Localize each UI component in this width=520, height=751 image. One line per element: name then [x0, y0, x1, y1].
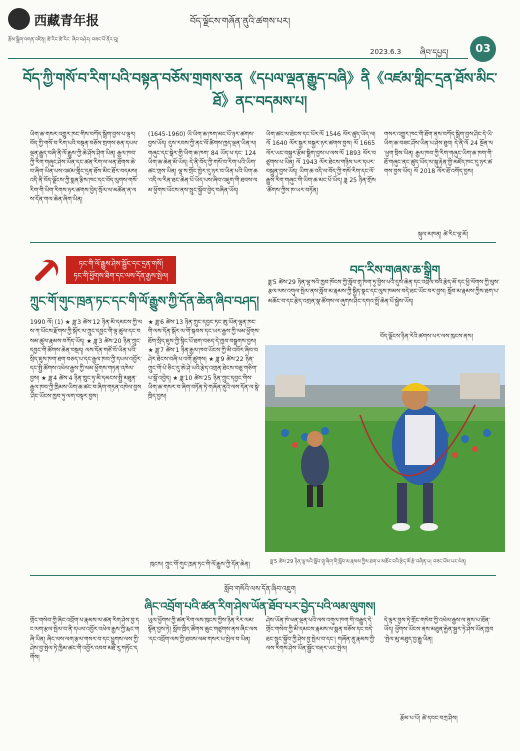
- lead-column-4: གསར་འགྱུར་ཁང་གི་ཐོག་ནས་བཀོད་སྒྲིག་བྱས་ཤིང་དེ་ཡི་ཡིག་ཆ་བཟང་ཤོས་ཡིན་པ་ཤེས་ཐུབ། དེ་ནི་ལོ 24 སྔོན་ལ་ཕྱག་བྲིས་ཡིན། རྒྱལ་ཁབ་ཀྱི་རིག་གཞུང་ཡིག་ཆ་ཁག་གི་ཐོ་གཞུང་ནང་ཚུད་ཡོད་ལ་སྐུ་རྟེན་གྱི་མཛོད་ཁང་དུ་ཉར་ཚགས་བྱས་ཡོད། ལོ 2018 ལོར་ཐོ་འགོད་བྱས།: [384, 131, 493, 176]
- lead-column-2: (1645-1960) ཡི་ཡིག་ཆ་ཁག་མང་པོ་ཉར་ཚགས་བྱས་ཡོད། དུས་རབས་ཀྱི་ནང་ལོ་ཚིགས་ཁྱད་ལྡན་ཡིན་ལ། གཞུང་དང་སྒེར་གྱི་ཡིག་ཆ་ཁག་ 84 ཡོད་པ་དང་ 124 ཡིག་ཆ་ཆེན་མོ་ཡོད། དེ་ནི་བོད་ཀྱི་གསོ་བ་རིག་པའི་ཡིག་ཚང་གྲས་ཡིན། ལྷ་ས་གྲོང་ཁྱེར་དུ་ཉར་བ་ཡིན་པའི་ཡིག་ཆ་འདི་ལ་རིན་ཐང་ཆེན་པོ་ཡོད་པས་ཞིབ་འཇུག་གི་ཐབས་ལམ་ཕྱོགས་ཡོངས་ནས་སྲུང་སྐྱོབ་བྱེད་བཞིན་ཡོད།: [148, 131, 258, 194]
- section-divider: [30, 242, 496, 243]
- lead-column-1: ཡིག་ཆ་གསར་འགྱུར་ཁང་གིས་བཀོད་སྒྲིག་བྱས་པ་ལྟར། བོད་ཀྱི་གསོ་བ་རིག་པའི་བསྟན་བཅོས་གྲགས་ཅན་དཔལ་ལྡན་རྒྱུད་བཞི་ནི་ལོ་རྒྱུས་ཀྱི་ཆེ་ཤོས་ཤིག་ཡིན། རྒྱལ་ཁབ་ཀྱི་རིག་གཞུང་ཤེས་ཡོན་དང་ཚན་རིག་ལ་ཕན་ཐོགས་ཆེ་བ་ཞིག་ཡིན་པས་འཛམ་གླིང་དྲན་ཐོས་མིང་ཐོར་བདམས། འདི་ནི་བོད་ལྗོངས་ཀྱི་སྨན་རྩིས་ཁང་དང་བོད་ལུགས་གསོ་རིག་གི་ཡིག་རིགས་ཉར་ཚགས་བྱེད་སྲོལ་ལ་མཚོན་ན་ལས་དོན་གལ་ཆེན་ཞིག་ཡིན།: [30, 131, 139, 204]
- school-body: ཟླ་5 ཚེས་29 ཉིན་ལྷ་སའི་ཁྱབ་ཁོངས་ཀྱི་སློབ་གྲྭ་ཁག་ཏུ་བྱིས་པའི་དུས་ཆེན་དང་འབྲེལ་བའི་རྩེད་མོ་དང་ཕྱི་ལོགས་ཀྱི་ལུས་རྩལ་ལས་འགུལ་སྤེལ་ནས་སློབ་མ་རྣམས་ཀྱི་སྐྱིད་སྣང་དང་ལུས་ཁམས་བདེ་ཐང་ཡོང་བར་བྱས། སློབ་མ་རྣམས་ཀྱིས་ཐག་པ་མཆོང་བ་དང་རྩེད་འགྲན་སྣ་ཚོགས་ལ་ཞུགས་ཤིང་དགའ་སྤྲོ་ཆེན་པོ་སྐྱེས་ཡོད།: [268, 279, 500, 305]
- banner-line-2: ཏང་གི་ཕྱོགས་ཐིག་དང་ལས་དོན་རྒྱས་སྤེལ།: [73, 272, 169, 280]
- lead-column-3: ཡིག་ཚང་ལ་ཐེངས་དང་པོར་ལོ 1546 ལོར་ཚུད་ཡོད་ལ། ལོ 1640 ལོར་སྐྱར་བསྐྱར་ཉར་ཚགས་བྱས། ལོ 1665 ལོར་ཡང་བསྐྱར་རྩོམ་སྒྲིག་བྱས་པ་ལས་ལོ 1893 ལོར་བཙུགས་པ་ཡིན། ལོ 1943 ལོར་ཐེངས་གཉིས་པར་དཔར་བསྐྲུན་བྱས་ཡོད། ཡིག་ཆ་འདི་ལ་བོད་ཀྱི་གསོ་རིག་དང་ལོ་རྒྱུས་རིག་གཞུང་གི་ཡིག་ཆ་མང་པོ་ཡོད། ཟླ 25 ཉིན་གྲོས་ཚོགས་ཀྱིས་ཁ་ཡར་བཏོན།: [266, 131, 376, 194]
- history-column-2: ★ ཟླ་6 ཚེས་13 ཉིན་ཀྲུང་དབྱང་ཏང་ཨུ་ཡོན་ལྷན་ཁང་གི་ལས་དོན་སྐོར་ལ་གོ་སྐབས་དང་ཡར་རྒྱས་ཀྱི་ལམ་ཕྱོགས་ཐོག་སྲིད་ཇུས་ཀྱི་སྙིང་པོ་ཐག་བཅད་དེ་ཁྱབ་བསྒྲགས་བྱས། ★ ཟླ་7 ཚེས་1 ཉིན་རྒྱལ་ཁབ་ཡོངས་ཀྱི་མི་འབོར་ཞིབ་བཤེར་ཐེངས་བཞི་པ་འགོ་ཚུགས། ★ ཟླ་9 ཚེས་22 ཉིན་ཀྲུང་གོ་པེ་ཅིང་དུ་ཨེ་ཤེ་ཡའི་རྩེད་འགྲན་ཐེངས་བཅུ་གཅིག་པ་སྒོ་འབྱེད། ★ ཟླ་10 ཚེས་25 ཉིན་ཀྲུང་དབྱང་གིས་ཡིག་ཆ་གསར་བ་ཞིག་བཏོན་ཏེ་གཞོན་ནུའི་ལས་དོན་ལ་སྣེ་ཁྲིད་བྱས།: [148, 319, 260, 401]
- lead-headline: བོད་ཀྱི་གསོ་བ་རིག་པའི་བསྟན་བཅོས་གྲགས་ཅན《དཔལ་ལྡན་རྒྱུད་བཞི》ནི《འཛམ་གླིང་དྲན་ཐོས་མིང་ཐོ》ནང་བདམས་པ།: [22, 71, 498, 110]
- bottom-column-4: དེ་ལྟར་བྱས་ཏེ་གྲོང་གསེབ་ཀྱི་འཕེལ་རྒྱས་ལ་ནུས་པ་ཐོན་ཡོད། ཕྱོགས་ཡོངས་ནས་མཐུན་རྐྱེན་སྦྱར་ཏེ་ཤེས་ཡོན་ཁྱབ་སྤེལ་མུ་མཐུད་བྱ་རྒྱུ་ཡིན།: [384, 617, 494, 643]
- history-column-1: 1990 ལོ། (1) ★ ཟླ་3 ཚེས་12 ཉིན་མི་དམངས་ཀྱི་ལས་ཀ་ཡོངས་རྫོགས་ཀྱི་སྐོར་ལ་ཀྲུང་དབྱང་གི་ལྟ་ཚུལ་དང་བསམ་ཚུལ་རྣམས་བཀོད་ཡོད། ★ ཟླ་3 ཚེས་20 ཉིན་ཀྲུང་དབྱང་གི་ཚོགས་ཆེན་བསྡད། ལས་དོན་གཙོ་བོ་ཡིན་པའི་སྲིད་ཇུས་ཁག་ཐག་བཅད་པ་དང་རྒྱལ་ཁབ་ཀྱི་དཔལ་འབྱོར་དང་སྤྱི་ཚོགས་འཕེལ་རྒྱས་ཀྱི་ལམ་ཕྱོགས་གཏན་འཁེལ་བྱས། ★ ཟླ་4 ཚེས་4 ཉིན་ཁྲུང་ཧྭ་མི་དམངས་སྤྱི་མཐུན་རྒྱལ་ཁབ་ཀྱི་ཁྲིམས་ཡིག་ཆ་ཚང་བ་ཞིག་གཏན་འཁེལ་བྱས་ཤིང་ཡོངས་ཁྱབ་ཏུ་ལག་བསྟར་བྱས།: [30, 319, 142, 401]
- masthead-rule: [8, 58, 468, 59]
- school-headline: བད་རིས་གཞས་ཆ་སྒྲིག: [349, 263, 441, 277]
- lead-byline: སྐུལ་མཁན། ཚེ་རིང་ལྷ་མོ།: [418, 231, 468, 238]
- photo-caption: ཟླ་5 ཚེས་29 ཉིན་ལྷ་སའི་སློབ་གྲྭ་ཞིག་གི་སློབ་མ་རྣམས་ཀྱིས་ཐག་པ་མཆོང་བའི་རྩེད་མོ་རྩེ་བཞིན་པ། བཟང་པོས་པར་ལེན།: [270, 559, 467, 565]
- bottom-headline: ཞིང་འབྲོག་པའི་ཚན་རིག་ཤེས་ཡོན་ཐོབ་པར་བྱེད་པའི་ལམ་ལུགས།: [144, 600, 376, 613]
- bottom-column-3: ཤེས་ཡོན་ཁེ་ཕན་ལྡན་པའི་ལས་འགུལ་ཁག་གི་བརྒྱུད་དེ་གྲོང་གསེབ་ཀྱི་མི་དམངས་རྣམས་ལ་སྨན་བཅོས་དང་བདེ་ཐང་སྲུང་སྐྱོབ་ཀྱི་ཤེས་བྱ་སྤེལ་བ་དང་། གཞོན་ནུ་རྣམས་ཀྱི་ལས་རིགས་ཤེས་ཡོན་སྦྱོང་བརྡར་ཡང་སྤེལ།: [266, 617, 376, 652]
- bottom-byline: རྩོམ་པ་པོ། ཚེ་དབང་བཀྲ་ཤིས།: [400, 715, 458, 722]
- masthead-editors: རྩོམ་སྒྲིག་འགན་འཛིན། ཚེ་རིང་ཚེ་རིང་ ཞིབ་བཤེར། བཟང་པོ་ནོར་བུ།: [8, 37, 119, 43]
- page-number-badge: 03: [470, 36, 496, 62]
- issue-date: 2023.6.3: [370, 48, 402, 56]
- newspaper-logo: [8, 8, 30, 30]
- bottom-column-1: གྲོང་གསེབ་ཀྱི་ཞིང་འབྲོག་པ་རྣམས་ལ་ཚན་རིག་ཤེས་བྱ་དང་ལག་རྩལ་སྤེལ་བ་ནི་དཔལ་འབྱོར་འཕེལ་རྒྱས་ཀྱི་རྨང་གཞི་ཡིན། ཞིང་ལས་ལག་རྩལ་གསར་བ་དང་ཕྱུགས་ལས་ཀྱི་ཤེས་བྱ་སྤེལ་ཏེ་ཁྱིམ་ཚང་གི་འབྱོར་འབབ་མཐོ་རུ་གཏོང་དགོས།: [30, 617, 140, 662]
- history-byline: ཁུངས། ཀྲུང་གོ་གུང་ཁྲན་ཏང་གི་ལོ་རྒྱུས་ཀྱི་དོན་ཆེན།: [150, 561, 250, 568]
- banner-line-1: ཏང་གི་ལོ་རྒྱུས་ཤེས་སྦྱོང་དང་དྲན་གསོ།: [78, 260, 164, 268]
- newspaper-name: 西藏青年报: [34, 14, 100, 29]
- masthead-tibetan-title: བོད་ལྗོངས་གཞོན་ནུའི་ཚགས་པར།: [190, 17, 291, 27]
- bottom-kicker: སློབ་གསོའི་ལས་དོན་ཞིབ་འཇུག: [224, 585, 296, 593]
- bottom-column-2: ཡུལ་ཕྱོགས་ཀྱི་ཚན་རིག་ལས་ཁུངས་ཀྱིས་ཉིན་རེར་ལམ་སྟོན་བྱས་ཏེ། སློབ་ཁྲིད་ཚོགས་ཆུང་གཙུགས་ནས་ཞིང་ལས་དང་འབྲོག་ལས་ཀྱི་ཐབས་ལམ་གསར་པ་སྤེལ་བ་ཡིན།: [148, 617, 258, 643]
- school-byline: བོད་ལྗོངས་ཉིན་རེའི་ཚགས་པར་ལས་ཁུངས་ནས།: [380, 333, 473, 340]
- students-jumping-rope-photo: [265, 345, 505, 552]
- party-history-banner: [66, 256, 176, 284]
- bottom-divider: [30, 575, 496, 576]
- party-emblem-icon: [30, 254, 62, 286]
- history-headline: ཀྲུང་གོ་གུང་ཁྲན་ཏང་དང་གི་ལོ་རྒྱུས་ཀྱི་དོན་ཆེན་ཞིབ་བཤད།: [30, 294, 260, 308]
- page-section-title: ཞིབ་དཔྱད།: [420, 48, 449, 57]
